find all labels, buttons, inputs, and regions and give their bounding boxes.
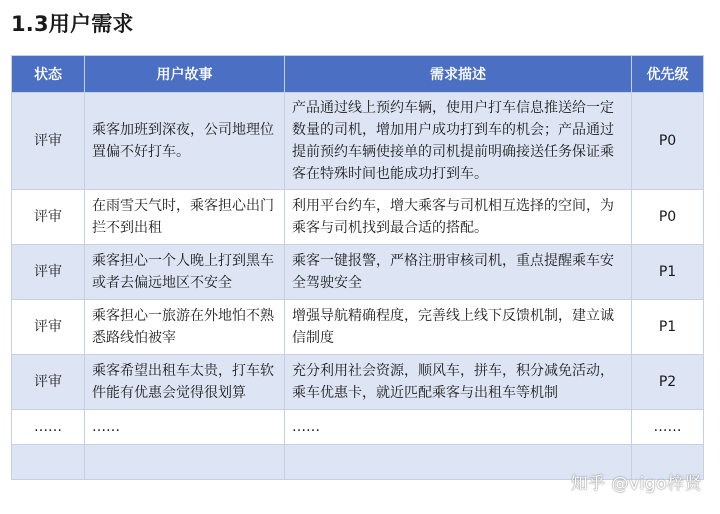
cell-user-story: 乘客加班到深夜，公司地理位置偏不好打车。	[85, 93, 285, 190]
cell-user-story: 乘客担心一个人晚上打到黑车或者去偏远地区不安全	[85, 245, 285, 300]
header-status: 状态	[12, 56, 85, 93]
watermark: 知乎 @vigo梓贤	[570, 474, 702, 494]
header-priority: 优先级	[632, 56, 704, 93]
cell-priority: P0	[632, 93, 704, 190]
table-row	[12, 93, 704, 190]
requirements-table	[11, 55, 704, 480]
header-requirement-description: 需求描述	[285, 56, 632, 93]
cell-status	[12, 445, 85, 480]
cell-requirement-description: 利用平台约车，增大乘客与司机相互选择的空间，为乘客与司机找到最合适的搭配。	[285, 190, 632, 245]
cell-status: 评审	[12, 300, 85, 355]
cell-requirement-description: 增强导航精确程度，完善线上线下反馈机制，建立诚信制度	[285, 300, 632, 355]
cell-requirement-description: 充分利用社会资源，顺风车，拼车，积分减免活动，乘车优惠卡，就近匹配乘客与出租车等机制	[285, 355, 632, 410]
table-row	[12, 190, 704, 245]
cell-status: 评审	[12, 245, 85, 300]
cell-priority: P2	[632, 355, 704, 410]
cell-status: 评审	[12, 190, 85, 245]
table-row	[12, 355, 704, 410]
header-user-story: 用户故事	[85, 56, 285, 93]
cell-user-story: 乘客希望出租车太贵，打车软件能有优惠会觉得很划算	[85, 355, 285, 410]
section-heading: 1.3用户需求	[11, 12, 134, 36]
cell-status: 评审	[12, 93, 85, 190]
cell-user-story	[85, 445, 285, 480]
cell-priority: ……	[632, 410, 704, 445]
cell-priority: P1	[632, 245, 704, 300]
table-header-row	[12, 56, 704, 93]
cell-priority: P0	[632, 190, 704, 245]
cell-status: 评审	[12, 355, 85, 410]
cell-requirement-description: ……	[285, 410, 632, 445]
cell-requirement-description: 产品通过线上预约车辆，使用户打车信息推送给一定数量的司机，增加用户成功打到车的机会；产品通过提前预约车辆使接单的司机提前明确接送任务保证乘客在特殊时间也能成功打到车。	[285, 93, 632, 190]
cell-user-story: 在雨雪天气时，乘客担心出门拦不到出租	[85, 190, 285, 245]
cell-status: ……	[12, 410, 85, 445]
table-row	[12, 245, 704, 300]
cell-priority: P1	[632, 300, 704, 355]
table-row	[12, 300, 704, 355]
cell-user-story: ……	[85, 410, 285, 445]
cell-user-story: 乘客担心一旅游在外地怕不熟悉路线怕被宰	[85, 300, 285, 355]
cell-requirement-description: 乘客一键报警，严格注册审核司机，重点提醒乘车安全驾驶安全	[285, 245, 632, 300]
table-row	[12, 410, 704, 445]
